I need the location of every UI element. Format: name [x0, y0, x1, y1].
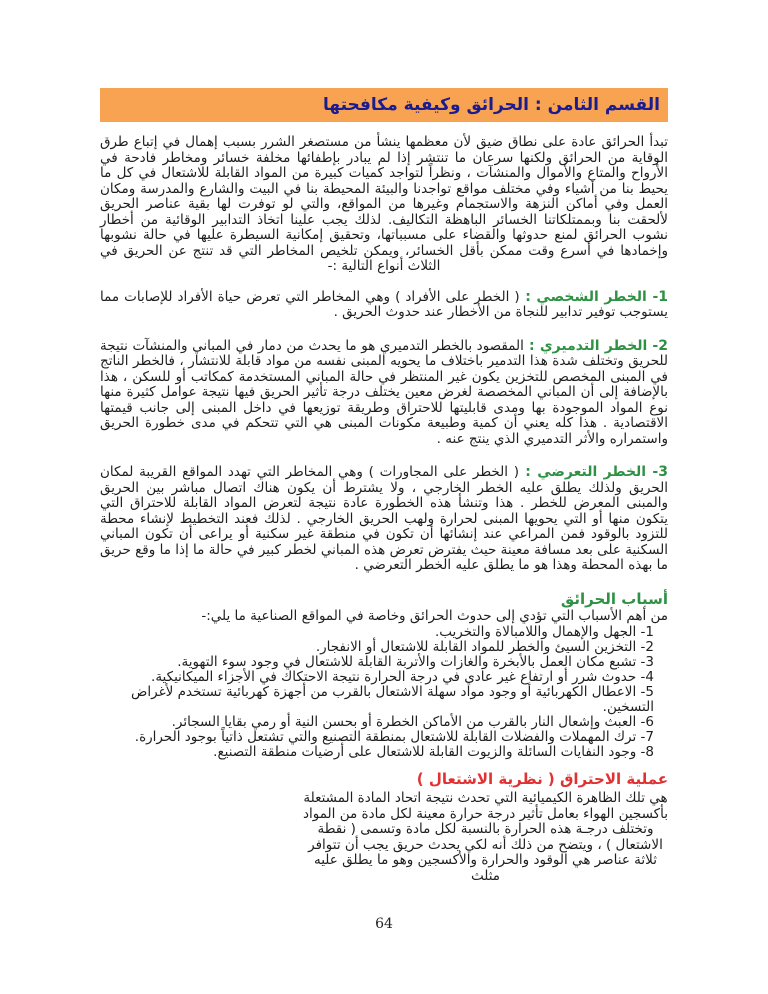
hazard-heading: 2- الخطر التدميري : — [523, 337, 668, 354]
causes-heading: أسباب الحرائق — [560, 589, 668, 608]
combustion-heading: عملية الاحتراق ( نظرية الاشتعال ) — [416, 769, 668, 788]
hazard-heading: 1- الخطر الشخصي : — [519, 288, 669, 305]
page-number: 64 — [375, 916, 393, 932]
hazard-text: ( الخطر على الأفراد ) وهي المخاطر التي تعرض حياة الأفراد للإصابات مما يستوجب توفير تدابير للنجاة من الأخطار عند حدوث الحريق . — [100, 288, 668, 320]
combustion-paragraph: هي تلك الظاهرة الكيميائية التي تحدث نتيجة اتحاد المادة المشتعلة بأكسجين الهواء بعامل تأثير درجة حرارة معينة لكل مادة من المواد وتختلف درجـة هذه الحرارة بالنسبة لكل مادة وتسمى ( نقطة الاشتعال ) ، ويتضح من ذلك أنه لكي يحدث حريق يجب أن تتوافر ثلاثة عناصر هي الوقود والحرارة والأكسجين وهو ما يطلق عليه مثلث — [303, 790, 668, 884]
hazard-item-personal — [100, 290, 668, 321]
causes-intro: من أهم الأسباب التي تؤدي إلى حدوث الحرائق وخاصة في المواقع الصناعية ما يلي:- — [201, 608, 668, 624]
page-title: القسم الثامن : الحرائق وكيفية مكافحتها — [323, 94, 660, 115]
cause-item: 8- وجود النفايات السائلة والزيوت القابلة للاشتعال على أرضيات منطقة التصنيع. — [213, 743, 654, 760]
hazard-item-exposure — [100, 465, 668, 574]
hazard-text: ( الخطر على المجاورات ) وهي المخاطر التي تهدد المواقع القريبة لمكان الحريق ولذلك يطلق عليه الخطر الخارجي ، ولا يشترط أن يكون هناك اتصال مباشر بين الحريق والمبنى المعرض للخطر . هذا وتنشأ هذه الخطورة عادة نتيجة لتعرض المواد القابلة للاحتراق التي يتكون منها أو التي يحويها المبنى لحرارة ولهب الحريق الخارجي . لذلك فعند التخطيط لإنشاء محطة للتزود بالوقود فمن المراعي عند إنشائها أن تكون في منطقة غير سكنية أو يراعى أن تكون المباني السكنية على بعد مسافة معينة حيث يفترض تعرض هذه المباني لخطر كبير في حالة ما إذا ما وقع حريق ما بهذه المحطة وهذا هو ما يطلق عليه الخطر التعرضي . — [100, 464, 668, 573]
hazard-item-destructive — [100, 339, 668, 448]
cause-item: 5- الاعطال الكهربائية أو وجود مواد سهلة الاشتعال بالقرب من أجهزة كهربائية تستخدم لأغراض التسخين. — [131, 683, 654, 715]
cause-item: 2- التخزين السيئ والخطر للمواد القابلة للاشتعال أو الانفجار. — [315, 638, 654, 655]
causes-list — [100, 625, 668, 760]
hazard-heading: 3- الخطر التعرضي : — [518, 464, 668, 480]
hazard-text: المقصود بالخطر التدميري هو ما يحدث من دمار في المباني والمنشآت نتيجة للحريق وتختلف شدة هذا التدمير باختلاف ما يحويه المبنى نفسه من مواد قابلة للانتشار ، فالخطر الناتج في المبنى المخصص للتخزين يكون غير المنتظر في حالة المباني المستخدمة كمكاتب أو للسكن ، هذا بالإضافة إلى أن المباني المخصصة لغرض معين يختلف درجة تأثير الحريق فيها نتيجة عوامل كثيرة منها نوع المواد الموجودة بها ومدى قابليتها للاحتراق وطريقة توزيعها في داخل المبنى إلى جانب قيمتها الاقتصادية . هذا كله يعني أن كمية وطبيعة مكونات المبنى هي التي تتحكم في مدى خطورة الحريق واستمراره والأثر التدميري الذي ينتج عنه . — [100, 337, 668, 447]
page-content — [100, 88, 668, 884]
cause-item: 1- الجهل والإهمال واللامبالاة والتخريب. — [434, 623, 654, 640]
intro-paragraph: تبدأ الحرائق عادة على نطاق ضيق لأن معظمها ينشأ من مستصغر الشرر بسبب إهمال في إتباع طرق الوقاية من الحرائق ولكنها سرعان ما تنتشر إذا لم يبادر بإطفائها مخلفة خسائر ومخاطر فادحة في الأرواح والمتاع والأموال والمنشآت ، ونظراً لتواجد كميات كبيرة من المواد القابلة للاشتعال في كل ما يحيط بنا من أشياء وفي مختلف مواقع تواجدنا والبيئة المحيطة بنا في البيت والشارع والمدرسة ومكان العمل وفي أماكن النزهة والاستجمام وغيرها من المواقع، والتي لو توفرت لها بقية عناصر الحريق لألحقت بنا وبممتلكاتنا الخسائر الباهظة التكاليف. لذلك يجب علينا اتخاذ التدابير الوقائية من أخطار نشوب الحرائق لمنع حدوثها والقضاء على مسبباتها، وتحقيق إمكانية السيطرة عليها في حالة نشوبها وإخمادها في أسرع وقت ممكن بأقل الخسائر، ويمكن تلخيص المخاطر التي قد تنتج عن الحريق في الثلاث أنواع التالية :- — [100, 134, 668, 274]
cause-item: 6- العبث وإشعال النار بالقرب من الأماكن الخطرة أو بحسن النية أو رمي بقايا السجائر. — [171, 713, 654, 730]
cause-item: 4- حدوث شرر أو ارتفاع غير عادي في درجة الحرارة نتيجة الاحتكاك في الأجزاء الميكانيكية. — [151, 668, 654, 685]
cause-item: 7- ترك المهملات والفضلات القابلة للاشتعال بمنطقة التصنيع والتي تشتعل ذاتياً بوجود الحرارة. — [134, 728, 654, 745]
section-header-bar — [100, 88, 668, 122]
cause-item: 3- تشبع مكان العمل بالأبخرة والغازات والأتربة القابلة للاشتعال في وجود سوء التهوية. — [177, 653, 654, 670]
